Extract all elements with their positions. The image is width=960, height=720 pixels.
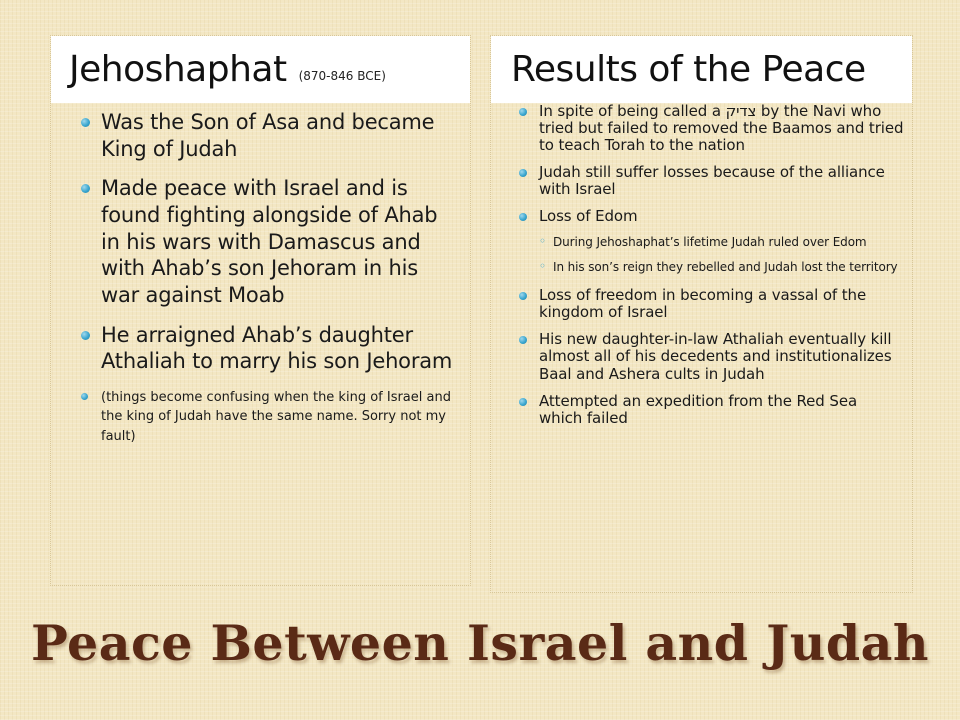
sub-list-item: ◦ During Jehoshaphat’s lifetime Judah ruled over Edom [553,236,904,250]
left-panel-subtitle: (870-846 BCE) [298,68,386,83]
list-item: Judah still suffer losses because of the alliance with Israel [539,164,904,198]
list-item: Was the Son of Asa and became King of Judah [101,109,460,162]
list-item: (things become confusing when the king of Israel and the king of Judah have the same name. Sorry not my fault) [101,388,460,447]
sub-list-item: ◦ In his son’s reign they rebelled and Judah lost the territory [553,261,904,275]
slide-title: Peace Between Israel and Judah [30,614,930,672]
list-item [539,208,904,275]
edom-sub-list [539,236,904,276]
right-panel-header [491,36,912,103]
right-bullet-list [491,103,912,427]
list-item: Made peace with Israel and is found fighting alongside of Ahab in his wars with Damascus and with Ahab’s son Jehoram in his war against Moab [101,175,460,308]
list-item: Loss of freedom in becoming a vassal of the kingdom of Israel [539,287,904,321]
left-bullet-list [51,103,470,446]
left-content-panel [50,35,471,586]
right-content-panel [490,35,913,593]
list-item: He arraigned Ahab’s daughter Athaliah to marry his son Jehoram [101,322,460,375]
right-panel-title: Results of the Peace [511,49,866,90]
left-panel-title: Jehoshaphat [69,49,287,90]
list-item: In spite of being called a צדיק by the Navi who tried but failed to removed the Baamos and tried to teach Torah to the nation [539,102,904,155]
list-item-label: Loss of Edom [539,207,638,226]
list-item: His new daughter-in-law Athaliah eventually kill almost all of his decedents and institutionalizes Baal and Ashera cults in Judah [539,331,904,382]
left-panel-header [51,36,470,103]
list-item: Attempted an expedition from the Red Sea which failed [539,393,904,427]
